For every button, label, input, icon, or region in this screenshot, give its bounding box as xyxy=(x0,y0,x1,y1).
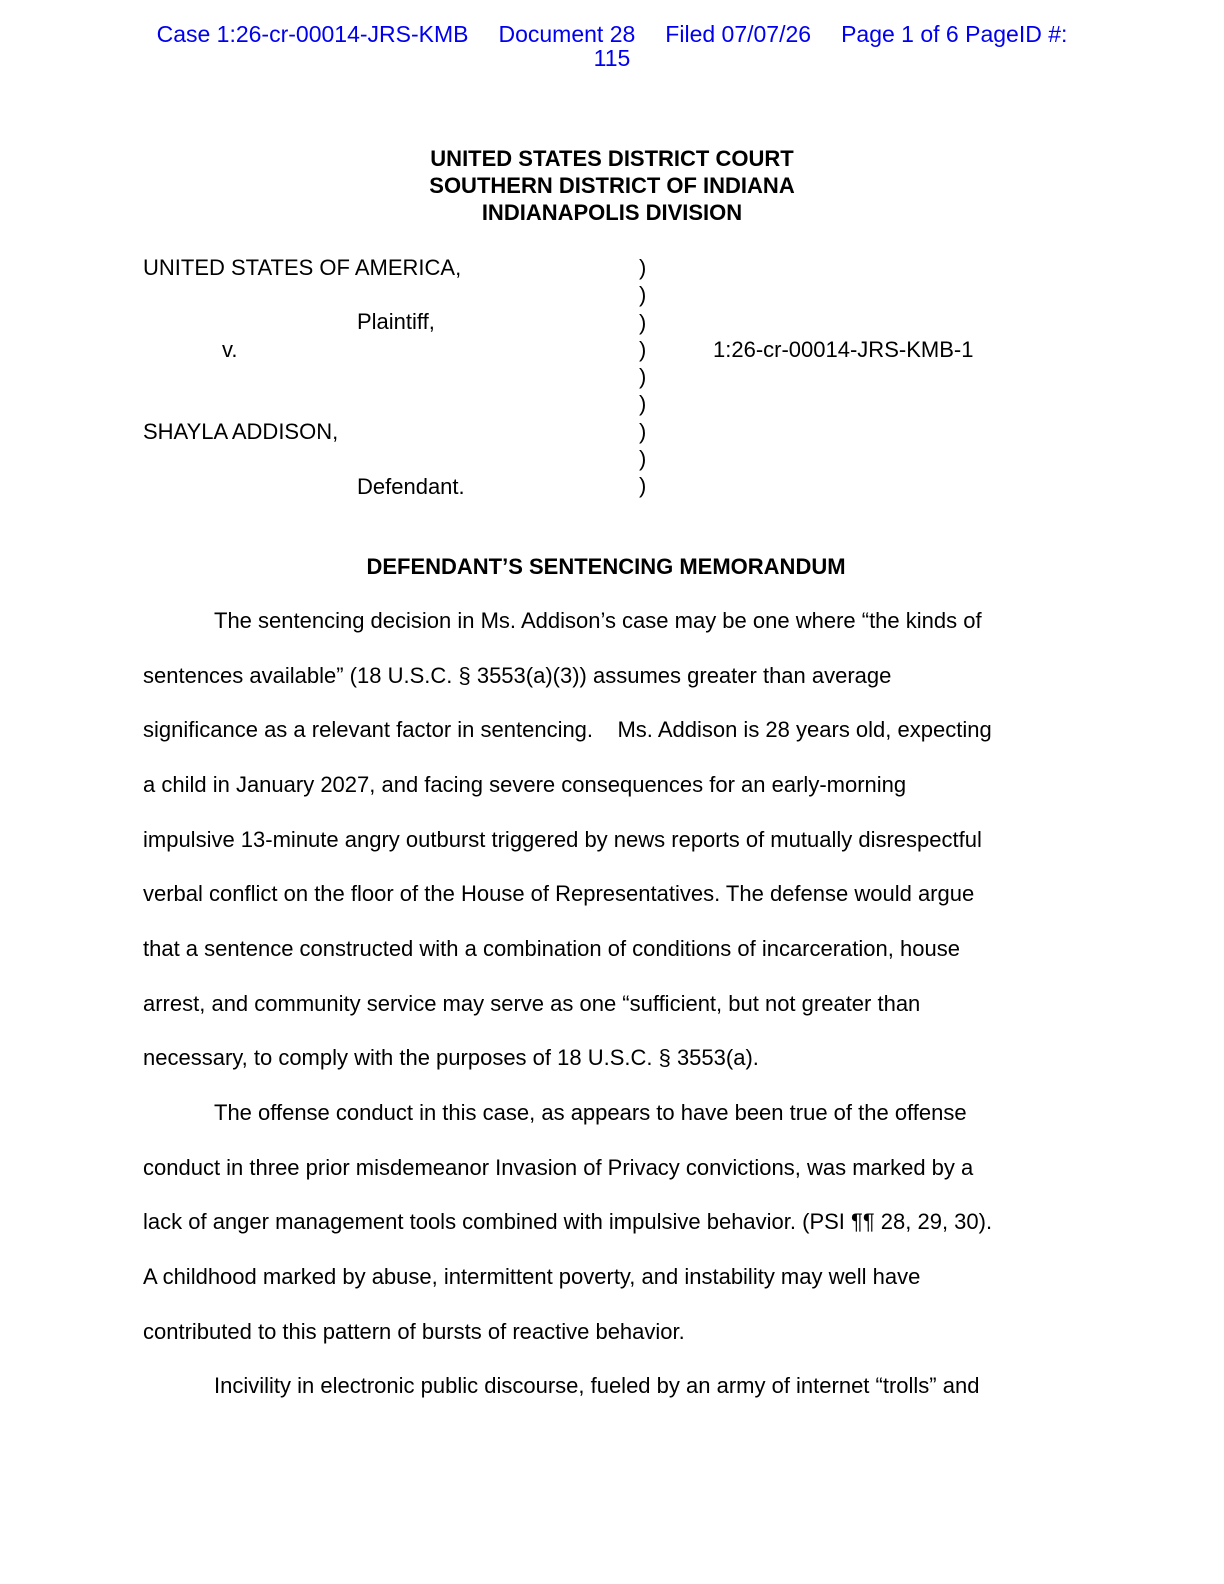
pageid-header: 115 xyxy=(593,45,631,71)
caption-paren: ) xyxy=(639,418,647,444)
text-line: verbal conflict on the floor of the House of Representatives. The defense would argue xyxy=(143,881,975,907)
memorandum-body xyxy=(143,594,1103,1414)
caption-paren: ) xyxy=(639,309,647,335)
case-number-header: Case 1:26-cr-00014-JRS-KMB xyxy=(156,21,469,47)
court-name: UNITED STATES DISTRICT COURT xyxy=(430,146,794,171)
document-number-header: Document 28 xyxy=(498,21,636,47)
court-heading xyxy=(0,145,1224,226)
caption-paren: ) xyxy=(639,391,647,417)
plaintiff-name: UNITED STATES OF AMERICA, xyxy=(143,255,462,280)
filing-header-line xyxy=(0,22,1224,46)
text-line: sentences available” (18 U.S.C. § 3553(a)(3)) assumes greater than average xyxy=(143,662,892,688)
defendant-name: SHAYLA ADDISON, xyxy=(143,419,339,444)
text-line: conduct in three prior misdemeanor Invasion of Privacy convictions, was marked by a xyxy=(143,1154,974,1180)
paragraph xyxy=(143,1359,1103,1414)
plaintiff-role: Plaintiff, xyxy=(357,309,435,334)
caption-paren: ) xyxy=(639,282,647,308)
filing-header xyxy=(0,22,1224,70)
text-line: significance as a relevant factor in sentencing. Ms. Addison is 28 years old, expecting xyxy=(143,717,992,743)
caption-paren: ) xyxy=(639,446,647,472)
caption-paren: ) xyxy=(639,473,647,499)
text-line: Incivility in electronic public discourse, fueled by an army of internet “trolls” and xyxy=(214,1373,980,1399)
text-line: impulsive 13-minute angry outburst triggered by news reports of mutually disrespectful xyxy=(143,826,982,852)
text-line: contributed to this pattern of bursts of reactive behavior. xyxy=(143,1318,685,1344)
text-line: arrest, and community service may serve as one “sufficient, but not greater than xyxy=(143,990,921,1016)
document-title: DEFENDANT’S SENTENCING MEMORANDUM xyxy=(366,554,846,579)
text-line: A childhood marked by abuse, intermittent poverty, and instability may well have xyxy=(143,1263,921,1289)
paragraph xyxy=(143,1086,1103,1359)
caption-paren: ) xyxy=(639,336,647,362)
filed-date-header: Filed 07/07/26 xyxy=(665,21,812,47)
court-division: INDIANAPOLIS DIVISION xyxy=(481,200,743,225)
text-line: The sentencing decision in Ms. Addison’s case may be one where “the kinds of xyxy=(214,608,982,633)
paragraph xyxy=(143,594,1103,1086)
text-line: The offense conduct in this case, as appears to have been true of the offense xyxy=(214,1099,967,1125)
text-line: lack of anger management tools combined with impulsive behavior. (PSI ¶¶ 28, 29, 30). xyxy=(143,1209,993,1235)
text-line: a child in January 2027, and facing severe consequences for an early-morning xyxy=(143,771,907,797)
versus-label: v. xyxy=(222,337,238,362)
text-line: that a sentence constructed with a combination of conditions of incarceration, house xyxy=(143,935,960,961)
caption-paren: ) xyxy=(639,364,647,390)
page-info-header: Page 1 of 6 PageID #: xyxy=(841,21,1068,47)
case-number: 1:26-cr-00014-JRS-KMB-1 xyxy=(713,337,974,362)
caption-parentheses xyxy=(639,254,646,500)
court-district: SOUTHERN DISTRICT OF INDIANA xyxy=(429,173,795,198)
text-line: necessary, to comply with the purposes of 18 U.S.C. § 3553(a). xyxy=(143,1045,759,1071)
caption-paren: ) xyxy=(639,255,647,280)
defendant-role: Defendant. xyxy=(357,474,465,499)
